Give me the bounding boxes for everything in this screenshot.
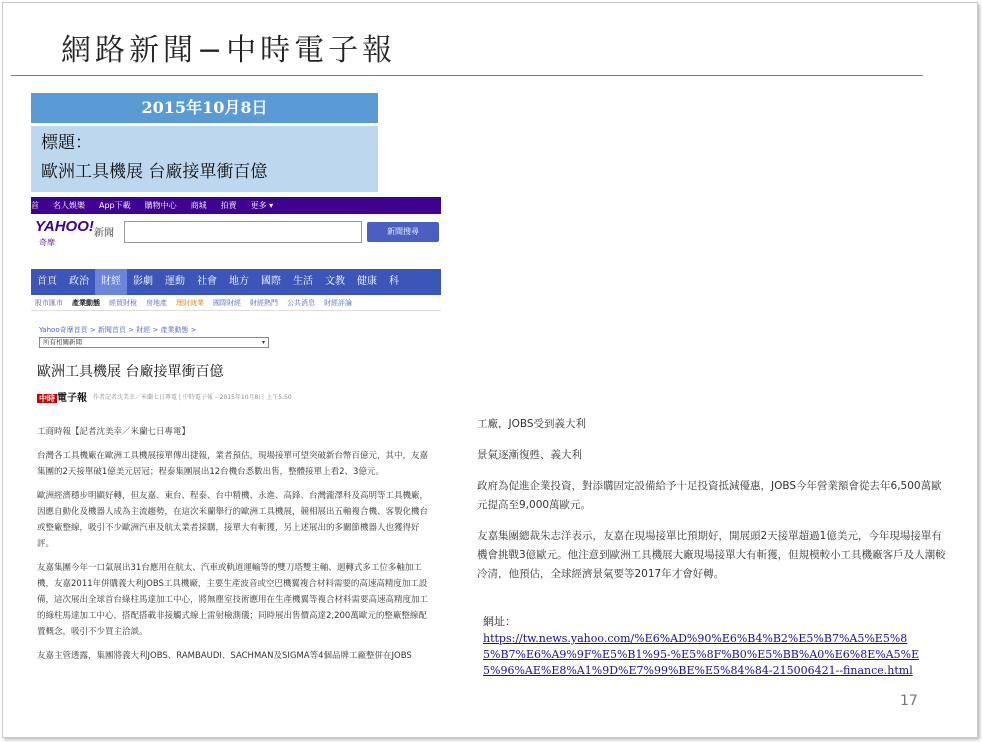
byline: 作者記者沈美幸／米蘭七日專電 | 中時電子報 – 2015年10月8日 上午5:50 xyxy=(93,394,292,401)
chevron-down-icon: ▾ xyxy=(261,339,265,346)
yahoo-news-screenshot xyxy=(31,197,441,727)
headline-box xyxy=(31,126,378,192)
article-source xyxy=(37,389,441,404)
continuation-paragraph: 工廠，JOBS受到義大利 xyxy=(477,418,587,430)
category-nav xyxy=(31,269,441,295)
subnav-item[interactable]: 理財就業 xyxy=(176,298,204,307)
subnav-item[interactable]: 經貿財稅 xyxy=(109,298,137,307)
yahoo-news-label: 新聞 xyxy=(94,228,114,239)
category-tab[interactable]: 社會 xyxy=(197,276,217,287)
subnav-item[interactable]: 國際財經 xyxy=(213,298,241,307)
continuation-paragraph: 友嘉集團總裁朱志洋表示，友嘉在現場接單比預期好，開展頭2天接單超過1億美元，今年現場接單有機會挑戰3億歐元。他注意到歐洲工具機展大廠現場接單大有斬獲，但規模較小工具機廠客戶及人潮較冷清，他預估，全球經濟景氣要等2017年才會好轉。 xyxy=(477,530,946,580)
subnav-item[interactable]: 股市匯市 xyxy=(35,298,63,307)
slide xyxy=(2,2,978,738)
category-tab[interactable]: 地方 xyxy=(229,276,249,287)
article-continuation xyxy=(477,415,947,596)
page-number: 17 xyxy=(900,693,918,709)
topnav-item[interactable]: 拍賣 xyxy=(220,201,237,210)
article-paragraph: 友嘉集團今年一口氣展出31台應用在航太、汽車或軌道運輸等的雙刀塔雙主軸、迴轉式多工位多軸加工機，友嘉2011年併購義大利JOBS工具機廠，主要生產波音或空巴機翼複合材料需要的高速高精度加工設備，這次展出全球首台綠柱馬達加工中心，將無塵室技術應用在生產機翼等複合材料需要高速高精度加工的綠柱馬達加工中心，搭配搭載非接觸式線上雷射檢測儀；同時展出售價高達2,200萬歐元的整廠整線配置概念，吸引不少買主洽談。 xyxy=(37,563,429,637)
yahoo-top-nav xyxy=(31,197,441,214)
category-tab[interactable]: 政治 xyxy=(69,276,89,287)
continuation-paragraph: 景氣逐漸復甦、義大利 xyxy=(477,449,582,461)
category-tab[interactable]: 運動 xyxy=(165,276,185,287)
slide-title: 網路新聞−中時電子報 xyxy=(61,33,397,68)
subnav-item[interactable]: 房地產 xyxy=(146,298,167,307)
category-tab[interactable]: 科 xyxy=(389,276,399,287)
category-tab[interactable]: 文教 xyxy=(325,276,345,287)
related-news-select[interactable] xyxy=(39,337,269,348)
source-url-link[interactable]: https://tw.news.yahoo.com/%E6%AD%90%E6%B4%B2%E5%B7%A5%E5%85%B7%E6%A9%9F%E5%B1%95-%E5%8F%B0%E5%BB%A0%E6%8E%A5%E5%96%AE%E8%A1%9D%E7%99%BE%E5%84%84-215006421--finance.html xyxy=(483,632,920,677)
topnav-item[interactable]: 購物中心 xyxy=(144,201,177,210)
yahoo-logo-sub: 奇摩 xyxy=(39,238,55,247)
title-divider xyxy=(11,75,923,76)
logo-text-part: 電子報 xyxy=(57,393,87,404)
select-value: 所有相關新聞 xyxy=(43,338,82,346)
category-tab[interactable]: 國際 xyxy=(261,276,281,287)
yahoo-logo[interactable]: YAHOO! xyxy=(35,218,94,235)
article-body xyxy=(37,424,435,664)
category-tab[interactable]: 影劇 xyxy=(133,276,153,287)
yahoo-header xyxy=(31,214,441,254)
category-tab[interactable]: 健康 xyxy=(357,276,377,287)
category-tab[interactable]: 生活 xyxy=(293,276,313,287)
article-title: 歐洲工具機展 台廠接單衝百億 xyxy=(37,364,224,380)
search-button[interactable]: 新聞搜尋 xyxy=(367,222,439,242)
article-paragraph: 歐洲經濟穩步明顯好轉，但友嘉、東台、程泰、台中精機、永進、高鋒、台灣瀧澤科及高明等工具機廠，因應自動化及機器人成為主流趨勢，在這次米蘭舉行的歐洲工具機展，競相展出五軸複合機、客製化機台或整廠整線，吸引不少歐洲汽車及航太業者採購，接單大有斬獲，另上述展出的多關節機器人也獲得好評。 xyxy=(37,491,429,549)
topnav-item[interactable]: 名人娛樂 xyxy=(53,201,85,210)
category-tab[interactable]: 首頁 xyxy=(37,276,57,287)
sub-nav xyxy=(31,295,441,311)
article-paragraph: 台灣各工具機廠在歐洲工具機展接單傳出捷報，業者預估，現場接單可望突破新台幣百億元，其中，友嘉集團的2天接單破1億美元居冠；程泰集團展出12台機台悉數出售，整體接單上看2、3億元。 xyxy=(37,451,429,477)
article-paragraph: 友嘉主管透露，集團將義大利JOBS、RAMBAUDI、SACHMAN及SIGMA等4個品牌工廠整併在JOBS xyxy=(37,651,412,661)
subnav-item[interactable]: 財經評論 xyxy=(324,298,352,307)
breadcrumb[interactable]: Yahoo奇摩首頁 > 新聞首頁 > 財經 > 產業動態 > xyxy=(39,326,197,334)
headline-label: 標題： xyxy=(41,133,92,153)
source-url-box xyxy=(483,613,923,679)
subnav-item[interactable]: 公共消息 xyxy=(287,298,315,307)
subnav-item[interactable]: 產業動態 xyxy=(72,298,100,307)
topnav-item[interactable]: 更多 ▾ xyxy=(250,201,274,210)
chinatimes-logo xyxy=(37,389,87,404)
logo-red-part: 中時 xyxy=(39,394,55,403)
topnav-item[interactable]: 商城 xyxy=(190,201,207,210)
headline-text: 歐洲工具機展 台廠接單衝百億 xyxy=(41,162,268,182)
article-paragraph: 工商時報【記者沈美幸／米蘭七日專電】 xyxy=(37,427,191,437)
topnav-item[interactable]: 首 xyxy=(31,201,39,210)
category-tab-active[interactable]: 財經 xyxy=(95,269,127,295)
continuation-paragraph: 政府為促進企業投資，對添購固定設備給予十足投資抵減優惠，JOBS今年營業額會從去年6,500萬歐元提高至9,000萬歐元。 xyxy=(477,480,942,511)
url-label: 網址： xyxy=(483,615,516,628)
search-input[interactable] xyxy=(124,221,362,243)
subnav-item[interactable]: 財經熱門 xyxy=(250,298,278,307)
date-bar: 2015年10月8日 xyxy=(31,93,378,123)
topnav-item[interactable]: App下載 xyxy=(99,201,131,210)
